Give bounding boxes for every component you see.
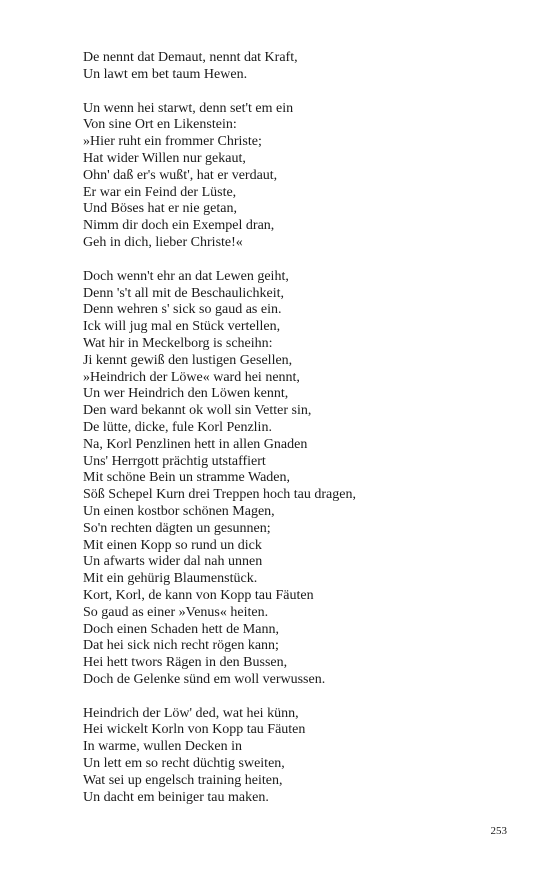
- verse-line: Mit einen Kopp so rund un dick: [83, 537, 262, 553]
- verse-line: Denn 's't all mit de Beschaulichkeit,: [83, 285, 284, 301]
- verse-line: Un afwarts wider dal nah unnen: [83, 554, 263, 570]
- verse-line: So gaud as einer »Venus« heiten.: [83, 604, 269, 620]
- verse-line: Denn wehren s' sick so gaud as ein.: [83, 302, 282, 318]
- stanza: [83, 50, 523, 84]
- verse-line: Söß Schepel Kurn drei Treppen hoch tau dragen,: [83, 487, 356, 503]
- verse-line: Un wenn hei starwt, denn set't em ein: [83, 100, 294, 116]
- verse-line: Hei hett twors Rägen in den Bussen,: [83, 655, 288, 671]
- page-number: 253: [490, 825, 507, 837]
- verse-line: Ick will jug mal en Stück vertellen,: [83, 319, 281, 335]
- verse-line: Hei wickelt Korln von Kopp tau Fäuten: [83, 722, 306, 738]
- verse-line: Un lett em so recht düchtig sweiten,: [83, 756, 285, 772]
- verse-line: Ohn' daß er's wußt', hat er verdaut,: [83, 167, 278, 183]
- verse-line: Dat hei sick nich recht rögen kann;: [83, 638, 279, 654]
- verse-line: De nennt dat Demaut, nennt dat Kraft,: [83, 50, 298, 65]
- verse-line: Uns' Herrgott prächtig utstaffiert: [83, 453, 266, 469]
- verse-line: Wat hir in Meckelborg is scheihn:: [83, 335, 273, 351]
- verse-line: Er war ein Feind der Lüste,: [83, 184, 237, 200]
- verse-line: Na, Korl Penzlinen hett in allen Gnaden: [83, 436, 308, 452]
- poem-text: [83, 50, 523, 823]
- verse-line: Doch einen Schaden hett de Mann,: [83, 621, 279, 637]
- verse-line: Heindrich der Löw' ded, wat hei künn,: [83, 705, 299, 721]
- verse-line: Un dacht em beiniger tau maken.: [83, 789, 269, 805]
- verse-line: Mit schöne Bein un stramme Waden,: [83, 470, 291, 486]
- verse-line: Un lawt em bet taum Hewen.: [83, 66, 248, 82]
- stanza: [83, 101, 523, 252]
- verse-line: So'n rechten dägten un gesunnen;: [83, 520, 271, 536]
- verse-line: »Hier ruht ein frommer Christe;: [83, 134, 262, 150]
- verse-line: Von sine Ort en Likenstein:: [83, 117, 237, 133]
- verse-line: Nimm dir doch ein Exempel dran,: [83, 218, 275, 234]
- verse-line: Un wer Heindrich den Löwen kennt,: [83, 386, 289, 402]
- verse-line: Hat wider Willen nur gekaut,: [83, 150, 246, 166]
- verse-line: Und Böses hat er nie getan,: [83, 201, 237, 217]
- verse-line: In warme, wullen Decken in: [83, 739, 242, 755]
- verse-line: Geh in dich, lieber Christe!«: [83, 234, 243, 250]
- verse-line: Un einen kostbor schönen Magen,: [83, 503, 275, 519]
- verse-line: Ji kennt gewiß den lustigen Gesellen,: [83, 352, 293, 368]
- verse-line: Den ward bekannt ok woll sin Vetter sin,: [83, 403, 312, 419]
- verse-line: De lütte, dicke, fule Korl Penzlin.: [83, 419, 272, 435]
- verse-line: Doch wenn't ehr an dat Lewen geiht,: [83, 268, 289, 284]
- verse-line: Kort, Korl, de kann von Kopp tau Fäuten: [83, 587, 314, 603]
- verse-line: Doch de Gelenke sünd em woll verwussen.: [83, 671, 326, 687]
- verse-line: Mit ein gehürig Blaumenstück.: [83, 571, 258, 587]
- stanza: [83, 706, 523, 807]
- verse-line: »Heindrich der Löwe« ward hei nennt,: [83, 369, 300, 385]
- verse-line: Wat sei up engelsch training heiten,: [83, 772, 283, 788]
- stanza: [83, 269, 523, 689]
